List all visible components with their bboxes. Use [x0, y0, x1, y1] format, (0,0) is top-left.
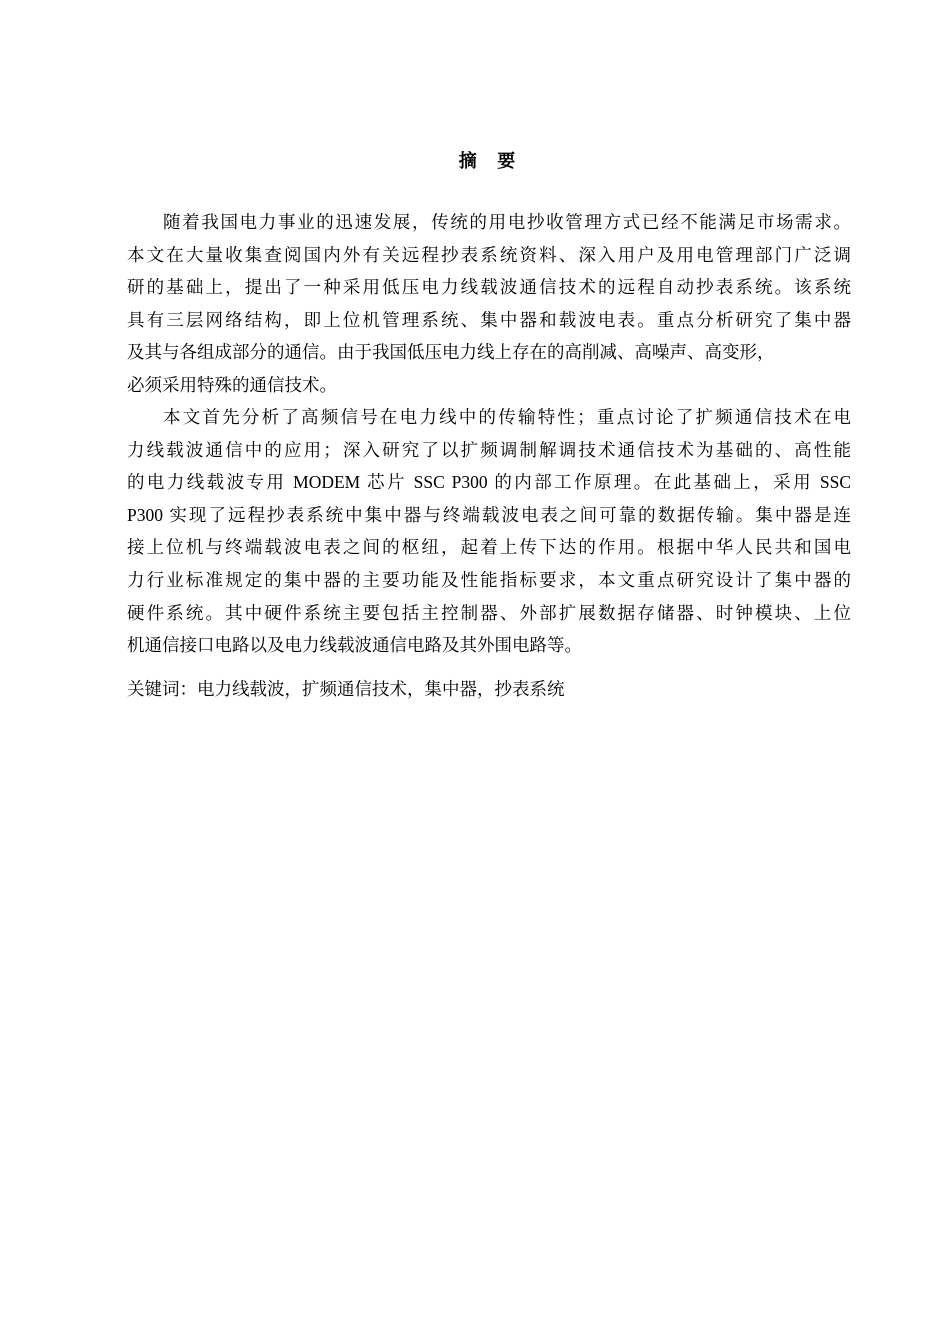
paragraph-line: 的电力线载波专用 MODEM 芯片 SSC P300 的内部工作原理。在此基础上，采用 SSC — [127, 472, 851, 493]
paragraph-line: 接上位机与终端载波电表之间的枢纽，起着上传下达的作用。根据中华人民共和国电 — [127, 537, 851, 558]
paragraph-line: 力行业标准规定的集中器的主要功能及性能指标要求，本文重点研究设计了集中器的 — [127, 569, 851, 590]
abstract-paragraph-1 — [127, 206, 851, 402]
paragraph-line: 力线载波通信中的应用；深入研究了以扩频调制解调技术通信技术为基础的、高性能 — [127, 439, 851, 460]
paragraph-line: 具有三层网络结构，即上位机管理系统、集中器和载波电表。重点分析研究了集中器 — [127, 309, 851, 330]
paragraph-line: 硬件系统。其中硬件系统主要包括主控制器、外部扩展数据存储器、时钟模块、上位 — [127, 602, 851, 623]
paragraph-line: 本文首先分析了高频信号在电力线中的传输特性；重点讨论了扩频通信技术在电 — [163, 407, 851, 427]
paragraph-line: 研的基础上，提出了一种采用低压电力线载波通信技术的远程自动抄表系统。该系统 — [127, 277, 851, 298]
paragraph-line: P300 实现了远程抄表系统中集中器与终端载波电表之间可靠的数据传输。集中器是连 — [127, 504, 851, 525]
paragraph-line: 机通信接口电路以及电力线载波通信电路及其外围电路等。 — [127, 635, 582, 656]
paragraph-line: 本文在大量收集查阅国内外有关远程抄表系统资料、深入用户及用电管理部门广泛调 — [127, 244, 851, 265]
abstract-title: 摘 要 — [458, 151, 524, 171]
paragraph-line: 随着我国电力事业的迅速发展，传统的用电抄收管理方式已经不能满足市场需求。 — [163, 212, 851, 232]
paragraph-line: 必须采用特殊的通信技术。 — [127, 374, 337, 395]
abstract-paragraph-2 — [127, 401, 851, 662]
keywords-line: 关键词：电力线载波，扩频通信技术，集中器，抄表系统 — [127, 679, 565, 699]
paragraph-line: 及其与各组成部分的通信。由于我国低压电力线上存在的高削减、高噪声、高变形， — [127, 342, 775, 363]
